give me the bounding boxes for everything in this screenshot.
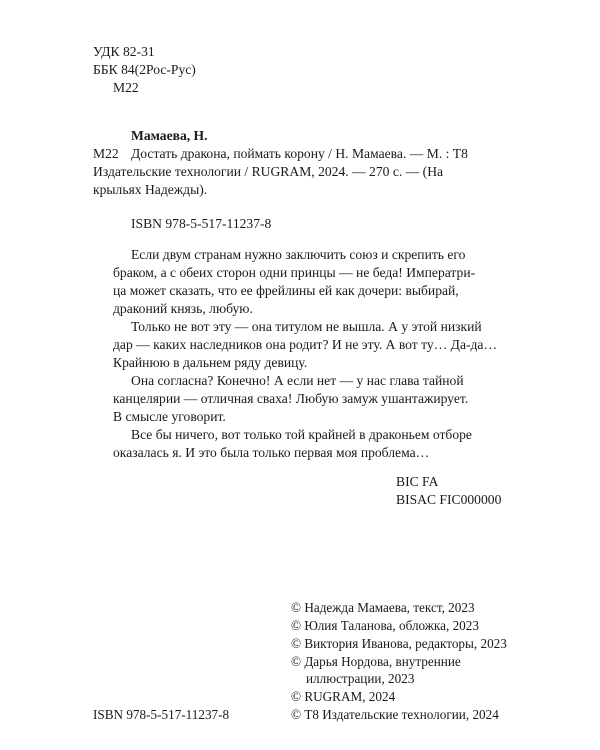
isbn-footer: ISBN 978-5-517-11237-8 — [93, 707, 230, 722]
record-line: Издательские технологии / RUGRAM, 2024. — 270 с. — (На — [93, 164, 444, 179]
summary-line: оказалась я. И это была только первая моя проблема… — [113, 445, 430, 460]
record-mark: М22 — [93, 146, 119, 161]
summary-line: Только не вот эту — она титулом не вышла. А у этой низкий — [131, 319, 482, 334]
copyright-line: © Надежда Мамаева, текст, 2023 — [291, 600, 475, 615]
udk-code: УДК 82-31 — [93, 44, 155, 59]
summary-line: драконий князь, любую. — [113, 301, 253, 316]
isbn-main: ISBN 978-5-517-11237-8 — [131, 216, 272, 231]
summary-line: канцелярии — отличная сваха! Любую замуж ушантажирует. — [113, 391, 469, 406]
summary-line: ца может сказать, что ее фрейлины ей как дочери: выбирай, — [113, 283, 459, 298]
summary-line: браком, а с обеих сторон одни принцы — не беда! Императри- — [113, 265, 476, 280]
summary-line: дар — каких наследников она родит? И не эту. А вот ту… Да-да… — [113, 337, 498, 352]
copyright-line: © Юлия Таланова, обложка, 2023 — [291, 618, 479, 633]
bic-code: BIC FA — [396, 474, 439, 489]
summary-line: Все бы ничего, вот только той крайней в драконьем отборе — [131, 427, 472, 442]
copyright-line: иллюстрации, 2023 — [306, 671, 415, 686]
bisac-code: BISAC FIC000000 — [396, 492, 502, 507]
copyright-line: © Виктория Иванова, редакторы, 2023 — [291, 636, 507, 651]
copyright-line: © RUGRAM, 2024 — [291, 689, 396, 704]
copyright-line: © Т8 Издательские технологии, 2024 — [291, 707, 499, 722]
bbk-code: ББК 84(2Рос-Рус) — [93, 62, 196, 77]
summary-line: В смысле уговорит. — [113, 409, 226, 424]
summary-line: Она согласна? Конечно! А если нет — у нас глава тайной — [131, 373, 464, 388]
copyright-line: © Дарья Нордова, внутренние — [291, 654, 461, 669]
author-mark: М22 — [113, 80, 139, 95]
record-line: крыльях Надежды). — [93, 182, 208, 197]
author-heading: Мамаева, Н. — [131, 128, 208, 143]
summary-line: Крайнюю в дальнем ряду девицу. — [113, 355, 308, 370]
summary-line: Если двум странам нужно заключить союз и скрепить его — [131, 247, 466, 262]
record-line: Достать дракона, поймать корону / Н. Мамаева. — М. : Т8 — [131, 146, 468, 161]
